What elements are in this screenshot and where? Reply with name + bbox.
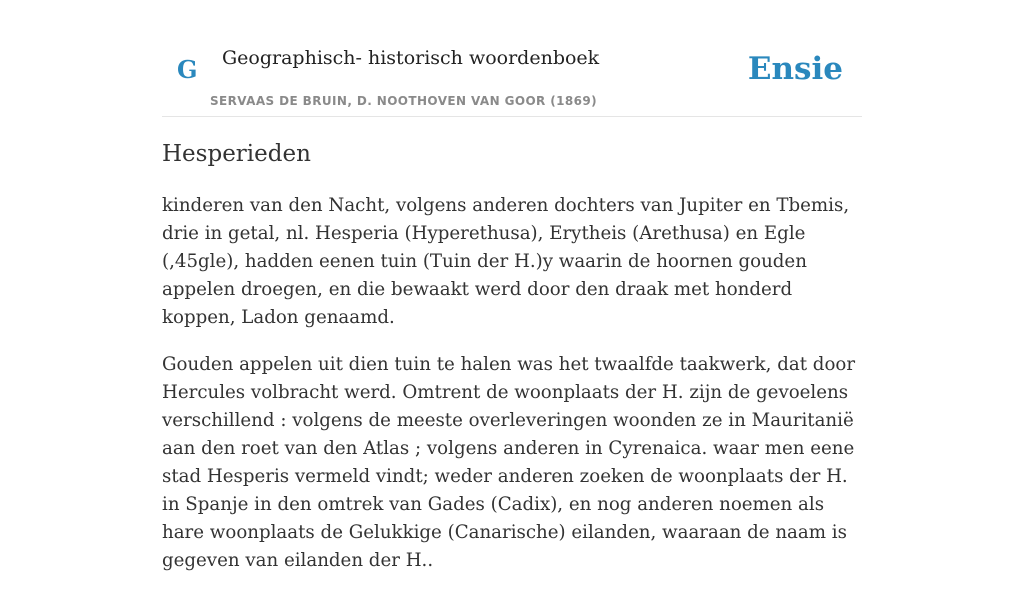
book-header [162,0,862,117]
book-title[interactable]: Geographisch- historisch woordenboek [222,47,600,69]
book-badge[interactable]: G [177,55,198,84]
entry-paragraph: Gouden appelen uit dien tuin te halen was het twaalfde taakwerk, dat door Hercules volbracht werd. Omtrent de woonplaats der H. zijn de gevoelens verschillend : volgens de meeste overleveringen woonden ze in Mauritanië aan den roet van den Atlas ; volgens anderen in Cyrenaica. waar men eene stad Hesperis vermeld vindt; weder anderen zoeken de woonplaats der H. in Spanje in den omtrek van Gades (Cadix), en nog anderen noemen als hare woonplaats de Gelukkige (Canarische) eilanden, waaraan de naam is gegeven van eilanden der H.. [162,354,856,571]
book-authors: SERVAAS DE BRUIN, D. NOOTHOVEN VAN GOOR (1869) [210,94,598,108]
entry-paragraph: kinderen van den Nacht, volgens anderen dochters van Jupiter en Tbemis, drie in getal, nl. Hesperia (Hyperethusa), Erytheis (Arethusa) en Egle (,45gle), hadden eenen tuin (Tuin der H.)y waarin de hoornen gouden appelen droegen, en die bewaakt werd door den draak met honderd koppen, Ladon genaamd. [162,195,850,328]
entry-content [162,138,867,594]
entry-headword: Hesperieden [162,141,311,167]
brand-logo-link[interactable]: Ensie [747,51,843,87]
